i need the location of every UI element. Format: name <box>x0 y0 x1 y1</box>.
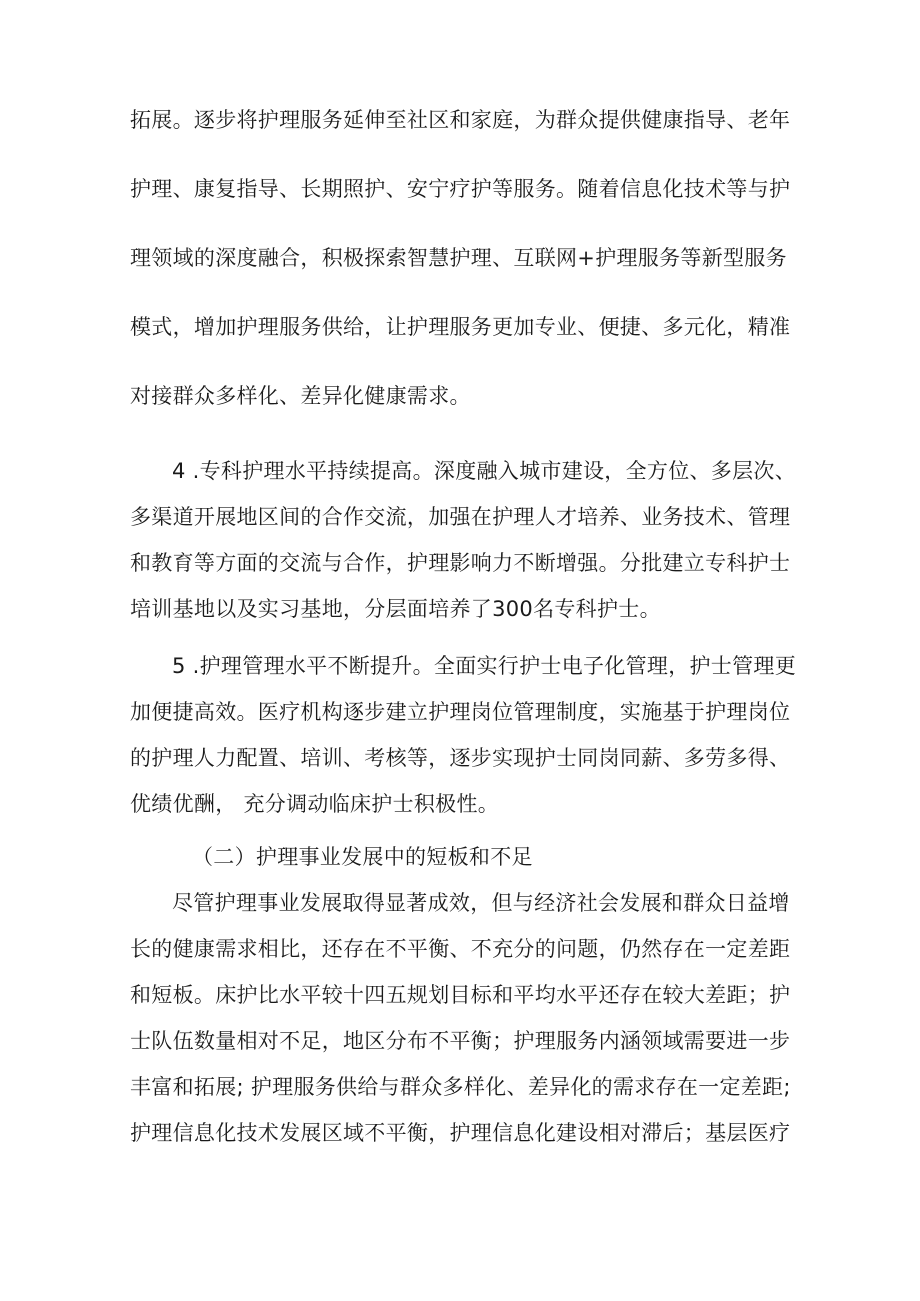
paragraph-4-line-4: 士队伍数量相对不足，地区分布不平衡；护理服务内涵领域需要进一步 <box>130 1029 791 1053</box>
paragraph-3-line-2: 加便捷高效。医疗机构逐步建立护理岗位管理制度，实施基于护理岗位 <box>130 700 791 724</box>
paragraph-2-line-3: 和教育等方面的交流与合作，护理影响力不断增强。分批建立专科护士 <box>130 551 791 575</box>
paragraph-4-line-1: 尽管护理事业发展取得显著成效，但与经济社会发展和群众日益增 <box>172 891 790 915</box>
paragraph-1-line-4: 模式，增加护理服务供给，让护理服务更加专业、便捷、多元化，精准 <box>130 315 791 339</box>
paragraph-4-line-2: 长的健康需求相比，还存在不平衡、不充分的问题，仍然存在一定差距 <box>130 937 791 961</box>
paragraph-3-line-3: 的护理人力配置、培训、考核等，逐步实现护士同岗同薪、多劳多得、 <box>130 746 791 770</box>
paragraph-2-line-1: 4 .专科护理水平持续提高。深度融入城市建设，全方位、多层次、 <box>172 459 797 483</box>
paragraph-4-line-5: 丰富和拓展; 护理服务供给与群众多样化、差异化的需求存在一定差距; <box>130 1075 791 1099</box>
paragraph-2-line-4: 培训基地以及实习基地，分层面培养了300名专科护士。 <box>130 597 661 621</box>
paragraph-3-line-4: 优绩优酬， 充分调动临床护士积极性。 <box>130 792 500 816</box>
section-heading: （二）护理事业发展中的短板和不足 <box>192 845 533 869</box>
paragraph-1-line-5: 对接群众多样化、差异化健康需求。 <box>130 384 471 408</box>
paragraph-1-line-3: 理领域的深度融合，积极探索智慧护理、互联网+护理服务等新型服务 <box>130 246 787 270</box>
paragraph-2-line-2: 多渠道开展地区间的合作交流，加强在护理人才培养、业务技术、管理 <box>130 505 791 529</box>
paragraph-3-line-1: 5 .护理管理水平不断提升。全面实行护士电子化管理，护士管理更 <box>172 654 797 678</box>
paragraph-1-line-1: 拓展。逐步将护理服务延伸至社区和家庭，为群众提供健康指导、老年 <box>130 108 791 132</box>
paragraph-4-line-6: 护理信息化技术发展区域不平衡，护理信息化建设相对滞后；基层医疗 <box>130 1121 791 1145</box>
paragraph-1-line-2: 护理、康复指导、长期照护、安宁疗护等服务。随着信息化技术等与护 <box>130 177 791 201</box>
paragraph-4-line-3: 和短板。床护比水平较十四五规划目标和平均水平还存在较大差距；护 <box>130 983 791 1007</box>
